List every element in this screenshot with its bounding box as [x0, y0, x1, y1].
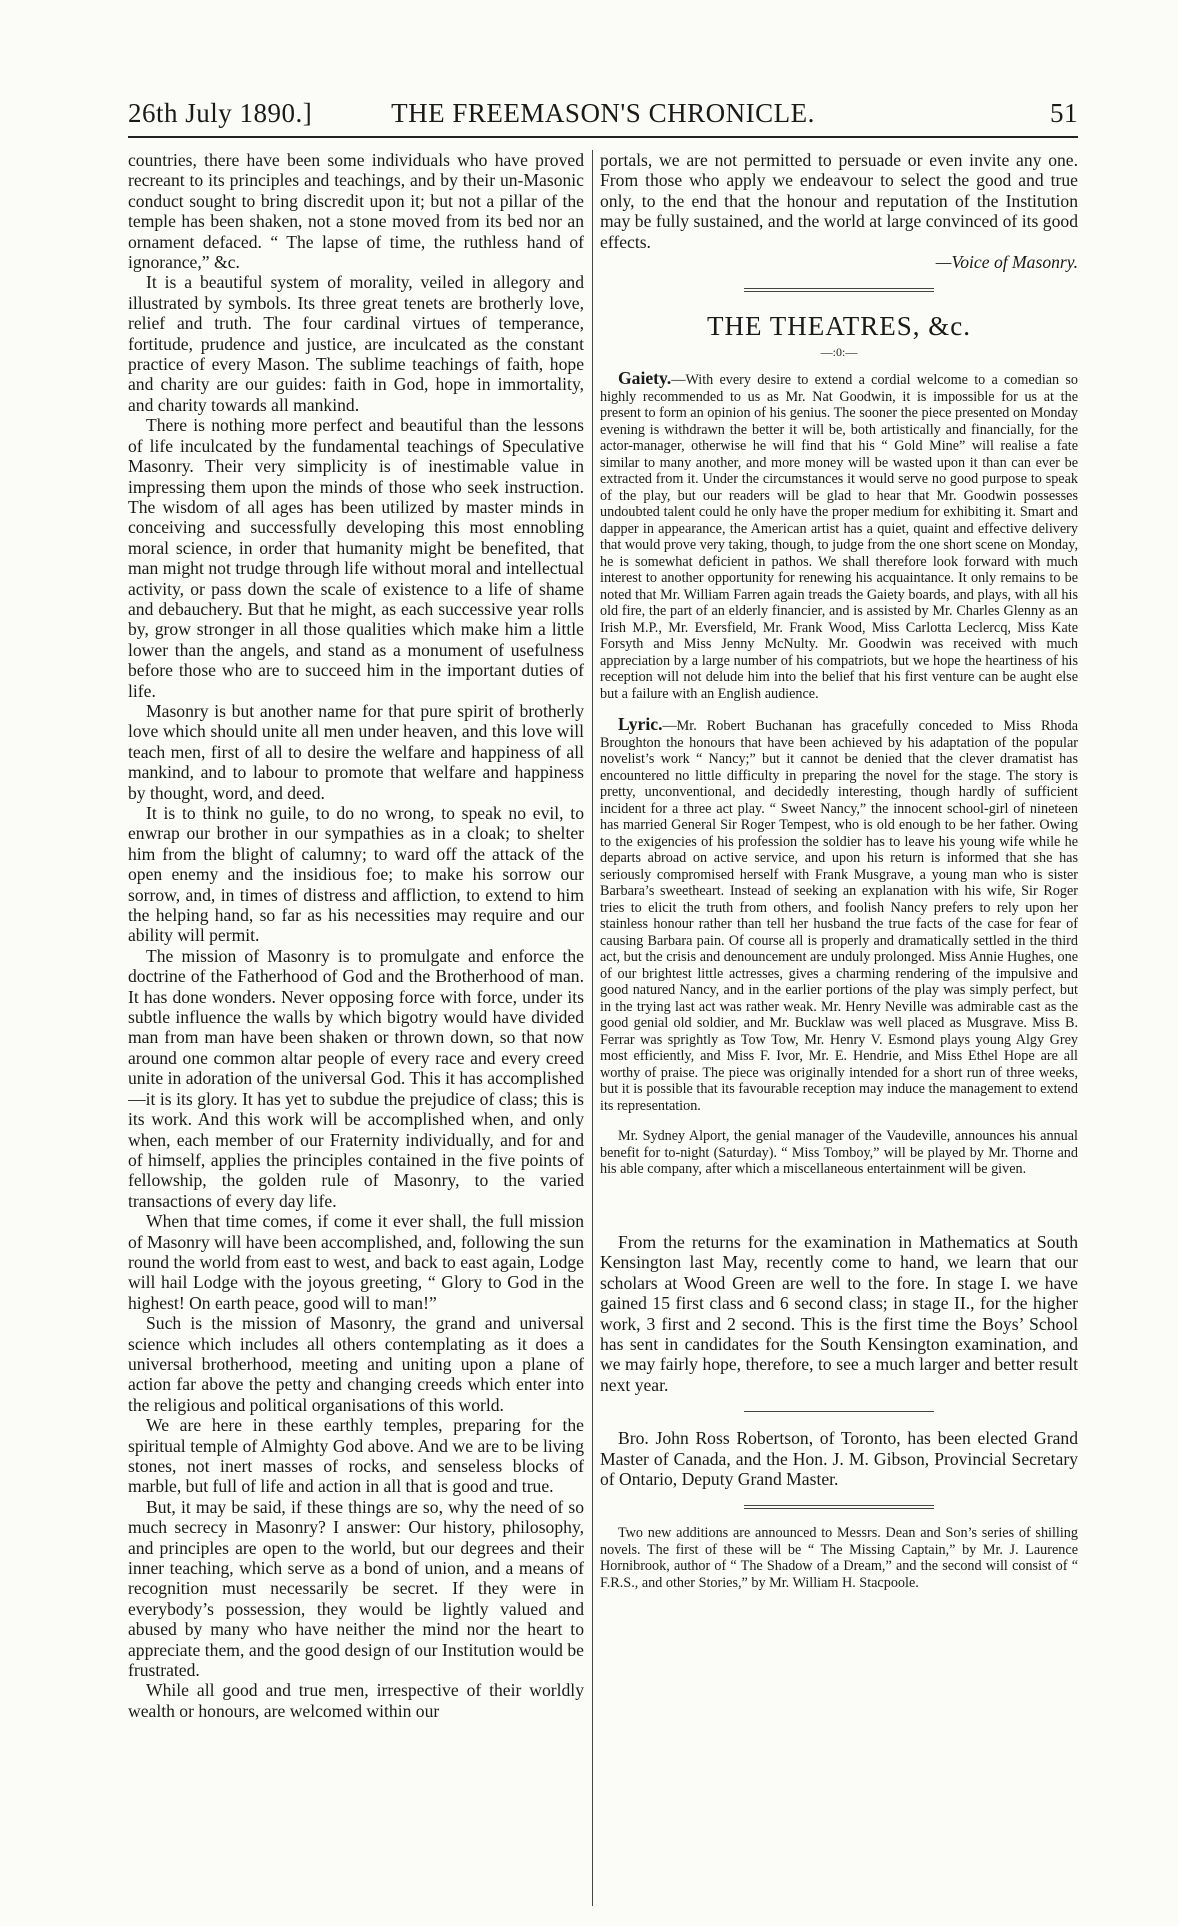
left-column	[128, 150, 584, 1910]
vaudeville-notice: Mr. Sydney Alport, the genial manager of the Vaudeville, announces his annual benefit for to-night (Saturday). “ Miss Tomboy,” will be played by Mr. Thorne and his able company, after which a miscellaneous entertainment will be given.	[600, 1128, 1078, 1178]
article-paragraph: Such is the mission of Masonry, the grand and universal science which includes all others contemplating as it does a universal brotherhood, meeting and uniting upon a plane of action far above the petty and changing creeds which enter into the religious and political organisations of this world.	[128, 1313, 584, 1415]
section-divider	[744, 288, 934, 292]
lyric-text: —Mr. Robert Buchanan has gracefully conceded to Miss Rhoda Broughton the honours that have been achieved by his adaptation of the popular novelist’s work “ Nancy;” but it cannot be denied that the clever dramatist has encountered no little difficulty in preparing the novel for the stage. The story is pretty, unconventional, and decidedly interesting, though hardly of sufficient incident for a three act play. “ Sweet Nancy,” the innocent school-girl of nineteen has married General Sir Roger Tempest, who is old enough to be her father. Owing to the exigencies of his profession the soldier has to leave his young wife while he departs abroad on active service, and upon his return is informed that she has seriously compromised herself with Frank Musgrave, a young man who is sister Barbara’s sweetheart. Instead of seeking an explanation with his wife, Sir Roger tries to elicit the truth from others, and foolish Nancy prefers to rely upon her stainless honour rather than tell her husband the true facts of the case for fear of causing Barbara pain. Of course all is properly and dramatically settled in the third act, but the crisis and denouncement are unduly prolonged. Miss Annie Hughes, one of our brightest little actresses, gives a charming rendering of the impulsive and good natured Nancy, and in the earlier portions of the play was simply perfect, but in the trying last act was rather weak. Mr. Henry Neville was admirable cast as the good genial old soldier, and Mr. Bucklaw was well placed as Musgrave. Miss B. Ferrar was sprightly as Tow Tow, Mr. Henry V. Esmond plays young Algy Grey most efficiently, and Miss F. Ivor, Mr. E. Hendrie, and Miss Ethel Hope are all worthy of praise. The piece was originally intended for a short run of three weeks, but it is possible that its favourable reception may induce the management to extend its representation.	[600, 718, 1078, 1114]
gaiety-review	[600, 370, 1078, 702]
article-paragraph: There is nothing more perfect and beautiful than the lessons of life inculcated by the fundamental teachings of Speculative Masonry. Their very simplicity is of inestimable value in impressing them upon the minds of those who seek instruction. The wisdom of all ages has been utilized by master minds in conceiving and successfully developing this most ennobling moral science, in order that humanity might be benefited, that man might not trudge through life without moral and intellectual activity, or pass down the scale of existence to a life of shame and debauchery. But that he might, as each successive year rolls by, grow stronger in all those qualities which make him a little lower than the angels, and stand as a monument of usefulness before those who are to succeed him in the important duties of life.	[128, 415, 584, 701]
article-signature: —Voice of Masonry.	[935, 252, 1078, 273]
article-paragraph: It is to think no guile, to do no wrong, to speak no evil, to enwrap our brother in our sympathies as in a cloak; to shelter him from the blight of calumny; to ward off the attack of the open enemy and the insidious foe; to make his sorrow our sorrow, and, in times of distress and affliction, to extend to him the helping hand, so far as his necessities may require and our ability will permit.	[128, 803, 584, 946]
issue-date: 26th July 1890.]	[128, 98, 313, 128]
spacer	[600, 1114, 1078, 1128]
gaiety-lead: Gaiety.	[618, 368, 672, 389]
gaiety-text: —With every desire to extend a cordial welcome to a comedian so highly recommended to us as Mr. Nat Goodwin, it is impossible for us at the present to form an opinion of his genius. The sooner the piece presented on Monday evening is withdrawn the better it will be, both artistically and financially, for the actor-manager, otherwise he will find that his “ Gold Mine” will realise a fate similar to many another, and more money will be wasted upon it than can ever be extracted from it. Under the circumstances it would serve no good purpose to speak of the play, but our readers will be glad to hear that Mr. Goodwin possesses undoubted talent could he only have the proper medium for exhibiting it. Smart and dapper in appearance, the American artist has a quiet, quaint and effective delivery that would prove very taking, though, to judge from the one short scene on Monday, he is somewhat deficient in pathos. We shall therefore look forward with much interest to another opportunity for renewing his acquaintance. It only remains to be noted that Mr. William Farren again treads the Gaiety boards, and plays, with all his old fire, the part of an elderly financier, and is assisted by Mr. Charles Glenny as an Irish M.P., Mr. Eversfield, Mr. Frank Wood, Miss Carlotta Leclercq, Miss Kate Forsyth and Miss Jenny McNulty. Mr. Goodwin was received with much appreciation by a large number of his compatriots, but we hope the heartiness of his reception will not delude him into the belief that his first venture can be aught else but a failure with an English audience.	[600, 372, 1078, 702]
article-paragraph: countries, there have been some individuals who have proved recreant to its principles and teachings, and by their un-Masonic conduct sought to bring discredit upon it; but not a pillar of the temple has been shaken, not a stone moved from its bed nor an ornament defaced. “ The lapse of time, the ruthless hand of ignorance,” &c.	[128, 150, 584, 273]
article-paragraph: While all good and true men, irrespective of their worldly wealth or honours, are welcomed within our	[128, 1680, 584, 1721]
masthead	[128, 96, 1078, 138]
page-number: 51	[1050, 98, 1078, 128]
article-paragraph: It is a beautiful system of morality, veiled in allegory and illustrated by symbols. Its three great tenets are brotherly love, relief and truth. The four cardinal virtues of temperance, fortitude, prudence and justice, are inculcated as the constant practice of every Mason. The sublime teachings of faith, hope and charity are our guides: faith in God, hope in immortality, and charity towards all mankind.	[128, 272, 584, 415]
article-paragraph: Masonry is but another name for that pure spirit of brotherly love which should unite all men under heaven, and this love will teach men, first of all to desire the welfare and happiness of all mankind, and to labour to promote that welfare and happiness by thought, word, and deed.	[128, 700, 584, 803]
section-divider	[744, 1505, 934, 1509]
theatres-heading: THE THEATRES, &c.	[707, 311, 971, 342]
article-paragraph: The mission of Masonry is to promulgate and enforce the doctrine of the Fatherhood of God and the Brotherhood of man. It has done wonders. Never opposing force with force, under its subtle influence the walls by which bigotry would have divided man from man have been shaken or thrown down, so that now around one common altar people of every race and every creed unite in adoration of the universal God. This it has accomplished—it is its glory. It has yet to subdue the prejudice of class; this is its work. And this work will be accomplished when, and only when, each member of our Fraternity individually, and for and of himself, applies the principles contained in the five points of fellowship, the golden rule of Masonry, to the varied transactions of every day life.	[128, 945, 584, 1211]
article-paragraph: When that time comes, if come it ever shall, the full mission of Masonry will have been accomplished, and, following the sun round the world from east to west, and back to east again, Lodge will hail Lodge with the joyous greeting, “ Glory to God in the highest! On earth peace, good will to man!”	[128, 1211, 584, 1313]
article-continuation: portals, we are not permitted to persuade or even invite any one. From those who apply we endeavour to select the good and true only, to the end that the honour and reputation of the Institution may be fully sustained, and the world at large convinced of its good effects.	[600, 150, 1078, 252]
lyric-review	[600, 716, 1078, 1114]
column-divider	[592, 150, 593, 1906]
spacer	[600, 1178, 1078, 1232]
article-paragraph: But, it may be said, if these things are so, why the need of so much secrecy in Masonry? I answer: Our history, philosophy, and principles are open to the world, but our degrees and their inner teaching, which serve as a bond of union, and a means of recognition must necessarily be secret. If they were in everybody’s possession, they would be lightly valued and abused by many who have neither the mind nor the heart to appreciate them, and the good design of our Institution would be frustrated.	[128, 1496, 584, 1681]
novels-notice: Two new additions are announced to Messrs. Dean and Son’s series of shilling novels. The first of these will be “ The Missing Captain,” by Mr. J. Laurence Hornibrook, author of “ The Shadow of a Dream,” and the second will consist of “ F.R.S., and other Stories,” by Mr. William H. Stacpoole.	[600, 1525, 1078, 1591]
heading-ornament: —:0:—	[820, 345, 858, 360]
article-paragraph: We are here in these earthly temples, preparing for the spiritual temple of Almighty God above. And we are to be living stones, not inert masses of rocks, and senseless blocks of marble, but full of life and action in all that is good and true.	[128, 1415, 584, 1497]
publication-title: THE FREEMASON'S CHRONICLE.	[391, 98, 815, 128]
robertson-notice: Bro. John Ross Robertson, of Toronto, has been elected Grand Master of Canada, and the Hon. J. M. Gibson, Provincial Secretary of Ontario, Deputy Grand Master.	[600, 1428, 1078, 1489]
lyric-lead: Lyric.	[618, 714, 663, 735]
mathematics-notice: From the returns for the examination in Mathematics at South Kensington last May, recently come to hand, we learn that our scholars at Wood Green are well to the fore. In stage I. we have gained 15 first class and 6 second class; in stage II., for the higher work, 3 first and 2 second. This is the first time the Boys’ School has sent in candidates for the South Kensington examination, and we may fairly hope, therefore, to see a much larger and better result next year.	[600, 1231, 1078, 1395]
spacer	[600, 702, 1078, 716]
section-divider	[744, 1411, 934, 1412]
right-column	[600, 150, 1078, 1910]
